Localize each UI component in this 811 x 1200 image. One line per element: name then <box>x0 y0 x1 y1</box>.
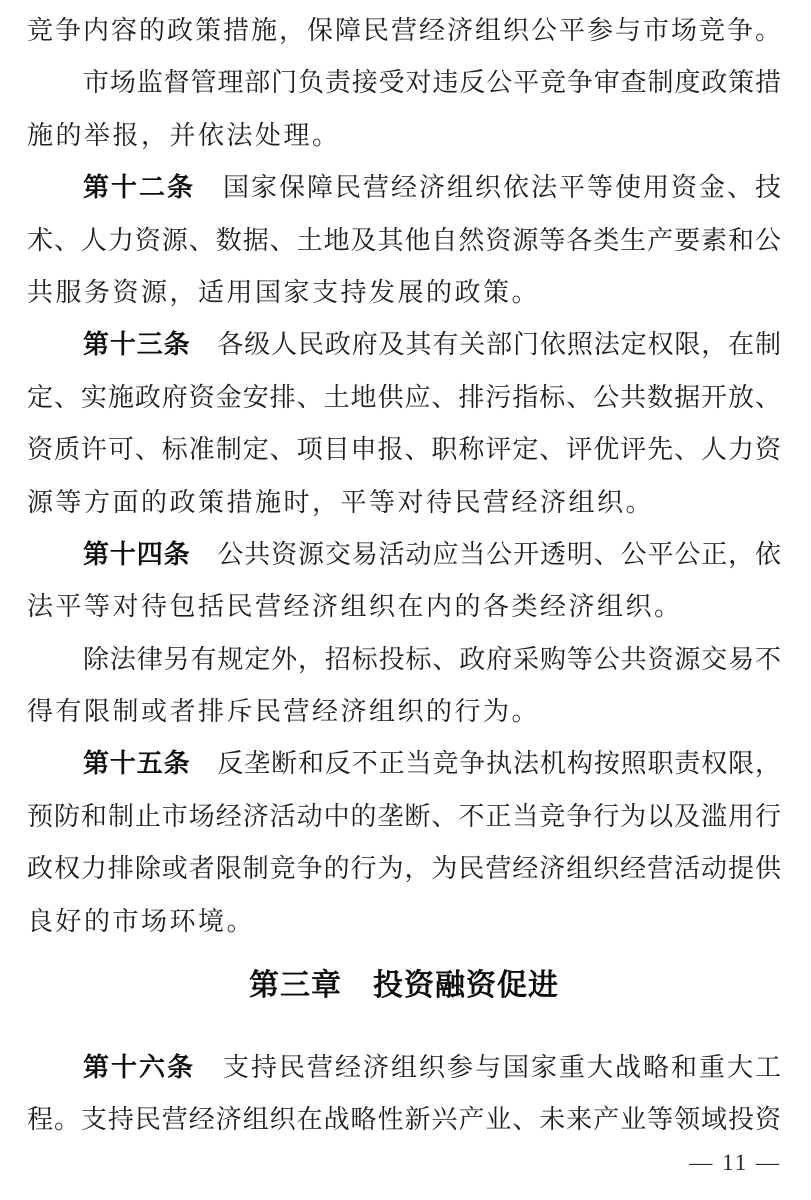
body-line: 竞争内容的政策措施，保障民营经济组织公平参与市场竞争。 <box>27 16 781 45</box>
article-text: 公共资源交易活动应当公开透明、公平公正，依 <box>216 539 781 569</box>
article-number: 第十三条 <box>83 330 191 360</box>
body-line: 术、人力资源、数据、土地及其他自然资源等各类生产要素和公 <box>27 225 781 255</box>
body-line: 资质许可、标准制定、项目申报、职称评定、评优评先、人力资 <box>27 435 781 465</box>
body-line: 定、实施政府资金安排、土地供应、排污指标、公共数据开放、 <box>27 382 781 412</box>
article-line <box>27 319 781 371</box>
article-number: 第十四条 <box>83 539 191 569</box>
article-number: 第十六条 <box>83 1053 195 1083</box>
article-line <box>27 1042 781 1094</box>
body-line: 施的举报，并依法处理。 <box>27 120 341 150</box>
document-body <box>27 5 781 1147</box>
body-line: 除法律另有规定外，招标投标、政府采购等公共资源交易不 <box>83 644 781 674</box>
body-line: 源等方面的政策措施时，平等对待民营经济组织。 <box>27 487 655 517</box>
body-line: 政权力排除或者限制竞争的行为，为民营经济组织经营活动提供 <box>27 854 781 884</box>
body-line: 得有限制或者排斥民营经济组织的行为。 <box>27 697 541 727</box>
article-number: 第十五条 <box>83 749 191 779</box>
article-line <box>27 529 781 581</box>
body-line: 预防和制止市场经济活动中的垄断、不正当竞争行为以及滥用行 <box>27 801 781 831</box>
body-line: 法平等对待包括民营经济组织在内的各类经济组织。 <box>27 592 683 622</box>
body-line: 程。支持民营经济组织在战略性新兴产业、未来产业等领域投资 <box>27 1105 781 1135</box>
chapter-heading: 第三章 投资融资促进 <box>249 969 559 1003</box>
article-text: 反垄断和反不正当竞争执法机构按照职责权限， <box>216 749 781 779</box>
article-number: 第十二条 <box>83 173 195 203</box>
article-line <box>27 738 781 790</box>
page-number: — 11 — <box>689 1150 781 1175</box>
article-text: 支持民营经济组织参与国家重大战略和重大工 <box>221 1053 781 1083</box>
article-line <box>27 162 781 214</box>
article-text: 国家保障民营经济组织依法平等使用资金、技 <box>221 173 781 203</box>
body-line: 共服务资源，适用国家支持发展的政策。 <box>27 277 541 307</box>
body-line: 市场监督管理部门负责接受对违反公平竞争审查制度政策措 <box>83 68 781 98</box>
article-text: 各级人民政府及其有关部门依照法定权限，在制 <box>216 330 781 360</box>
body-line: 良好的市场环境。 <box>27 906 256 936</box>
